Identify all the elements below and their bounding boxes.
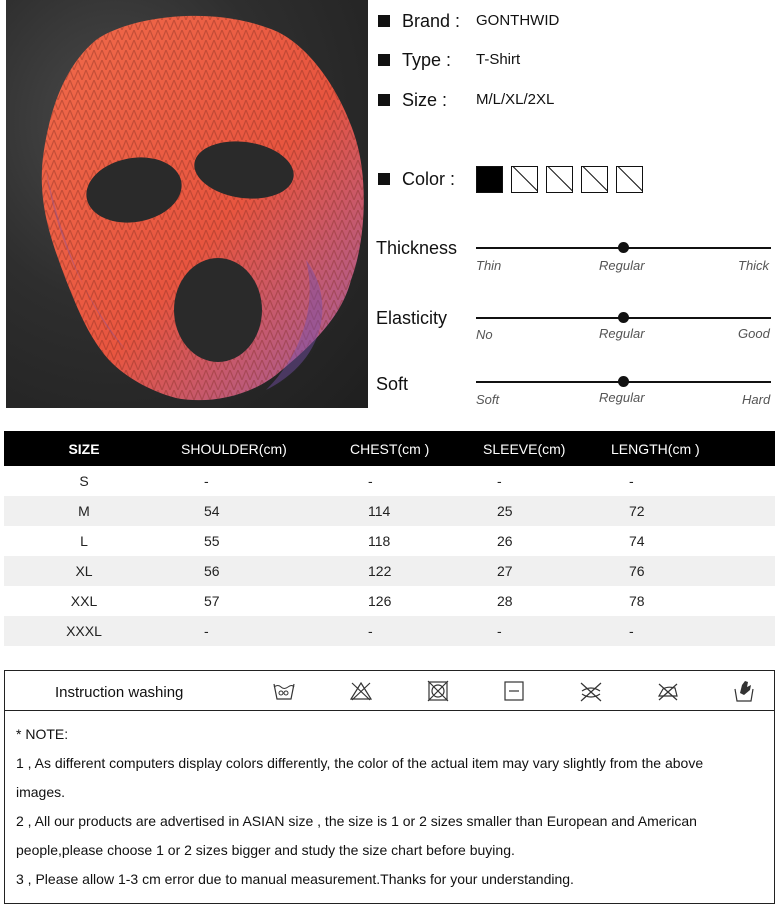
header-shoulder: SHOULDER(cm): [164, 431, 334, 466]
table-row: [4, 556, 775, 586]
table-cell: 126: [368, 593, 392, 609]
header-chest: CHEST(cm ): [334, 431, 477, 466]
spec-type: [378, 48, 521, 72]
bullet-square-icon: [378, 94, 390, 106]
hand-wash-icon: [272, 679, 296, 703]
table-cell: -: [477, 616, 606, 646]
header-size: SIZE: [4, 431, 164, 466]
note-line: images.: [16, 784, 66, 800]
no-wring-icon: [579, 679, 603, 703]
table-cell: 54: [164, 496, 334, 526]
header-sleeve: SLEEVE(cm): [477, 431, 606, 466]
note-line: 2 , All our products are advertised in ASIAN size , the size is 1 or 2 sizes smaller than European and American: [16, 813, 697, 829]
scale-label: Soft: [376, 374, 409, 394]
scale-tick-mid: Regular: [599, 326, 645, 341]
table-row: [4, 526, 775, 556]
table-cell: 122: [334, 556, 477, 586]
scale-tick-high: Hard: [742, 392, 771, 407]
table-cell: -: [629, 473, 634, 489]
color-swatch-empty[interactable]: [581, 166, 608, 193]
note-line: 3 , Please allow 1-3 cm error due to manual measurement.Thanks for your understanding.: [16, 871, 574, 887]
table-cell: 55: [204, 533, 220, 549]
table-cell: -: [334, 616, 477, 646]
color-swatch-empty[interactable]: [546, 166, 573, 193]
scale-tick-low: Thin: [476, 258, 502, 273]
spec-type-value: T-Shirt: [476, 51, 521, 68]
table-cell: XL: [4, 556, 164, 586]
product-image: [6, 0, 368, 408]
balaclava-print-illustration: [6, 0, 368, 408]
scale-tick-mid: Regular: [599, 390, 645, 405]
table-cell: -: [606, 616, 775, 646]
table-cell: S: [79, 473, 89, 489]
scale-thickness: [376, 236, 774, 276]
table-cell: 26: [497, 533, 513, 549]
scale-marker-dot: [618, 242, 629, 253]
dry-flat-icon: [502, 679, 526, 703]
table-cell: 56: [164, 556, 334, 586]
scale-tick-low: No: [476, 327, 493, 342]
note-line: 1 , As different computers display colors differently, the color of the actual item may vary slightly from the above: [16, 755, 704, 771]
table-cell: 57: [204, 593, 220, 609]
note-line: people,please choose 1 or 2 sizes bigger and study the size chart before buying.: [16, 842, 515, 858]
bullet-square-icon: [378, 173, 390, 185]
scale-label: Elasticity: [376, 308, 448, 328]
table-cell: L: [80, 533, 88, 549]
color-swatch-empty[interactable]: [616, 166, 643, 193]
bullet-square-icon: [378, 54, 390, 66]
color-swatch-empty[interactable]: [511, 166, 538, 193]
table-cell: 76: [606, 556, 775, 586]
table-cell: -: [164, 616, 334, 646]
table-cell: 72: [606, 496, 775, 526]
washing-title: Instruction washing: [55, 684, 184, 701]
table-header-row: [4, 431, 775, 466]
washing-instructions-box: [4, 670, 775, 904]
table-row: [4, 496, 775, 526]
spec-size: [378, 88, 555, 112]
spec-size-value: M/L/XL/2XL: [476, 91, 555, 108]
spec-type-label: Type :: [402, 49, 452, 70]
scale-tick-high: Thick: [738, 258, 770, 273]
table-cell: 118: [368, 533, 391, 549]
no-iron-icon: [656, 679, 680, 703]
table-cell: 114: [334, 496, 477, 526]
color-swatches: [476, 166, 643, 193]
scale-marker-dot: [618, 312, 629, 323]
table-cell: 74: [629, 533, 645, 549]
scale-tick-low: Soft: [476, 392, 500, 407]
hand-wash-glove-icon: [732, 679, 756, 703]
size-chart-table: [4, 431, 775, 646]
spec-color: [378, 167, 488, 191]
table-cell: XXL: [70, 593, 98, 609]
scale-tick-high: Good: [738, 326, 770, 341]
note-heading: * NOTE:: [16, 726, 69, 742]
spec-color-label: Color :: [402, 168, 456, 189]
table-cell: -: [497, 473, 502, 489]
header-length: LENGTH(cm ): [606, 431, 775, 466]
spec-brand-label: Brand :: [402, 10, 461, 31]
spec-size-label: Size :: [402, 89, 448, 110]
table-row: [4, 586, 775, 616]
table-cell: -: [204, 473, 209, 489]
table-cell: XXXL: [4, 616, 164, 646]
no-bleach-icon: [349, 679, 373, 703]
table-row: [4, 616, 775, 646]
scale-marker-dot: [618, 376, 629, 387]
color-swatch-black[interactable]: [476, 166, 503, 193]
spec-brand-value: GONTHWID: [476, 12, 560, 29]
washing-header: [5, 671, 774, 711]
table-cell: M: [4, 496, 164, 526]
table-cell: -: [368, 473, 373, 489]
scale-label: Thickness: [376, 238, 458, 258]
bullet-square-icon: [378, 15, 390, 27]
scale-soft: [376, 372, 774, 412]
no-tumble-dry-icon: [426, 679, 450, 703]
spec-brand: [378, 9, 560, 33]
table-cell: 28: [497, 593, 513, 609]
table-cell: 27: [477, 556, 606, 586]
table-cell: 78: [629, 593, 645, 609]
table-cell: 25: [477, 496, 606, 526]
table-row: [4, 466, 775, 496]
scale-tick-mid: Regular: [599, 258, 645, 273]
scale-elasticity: [376, 306, 774, 346]
